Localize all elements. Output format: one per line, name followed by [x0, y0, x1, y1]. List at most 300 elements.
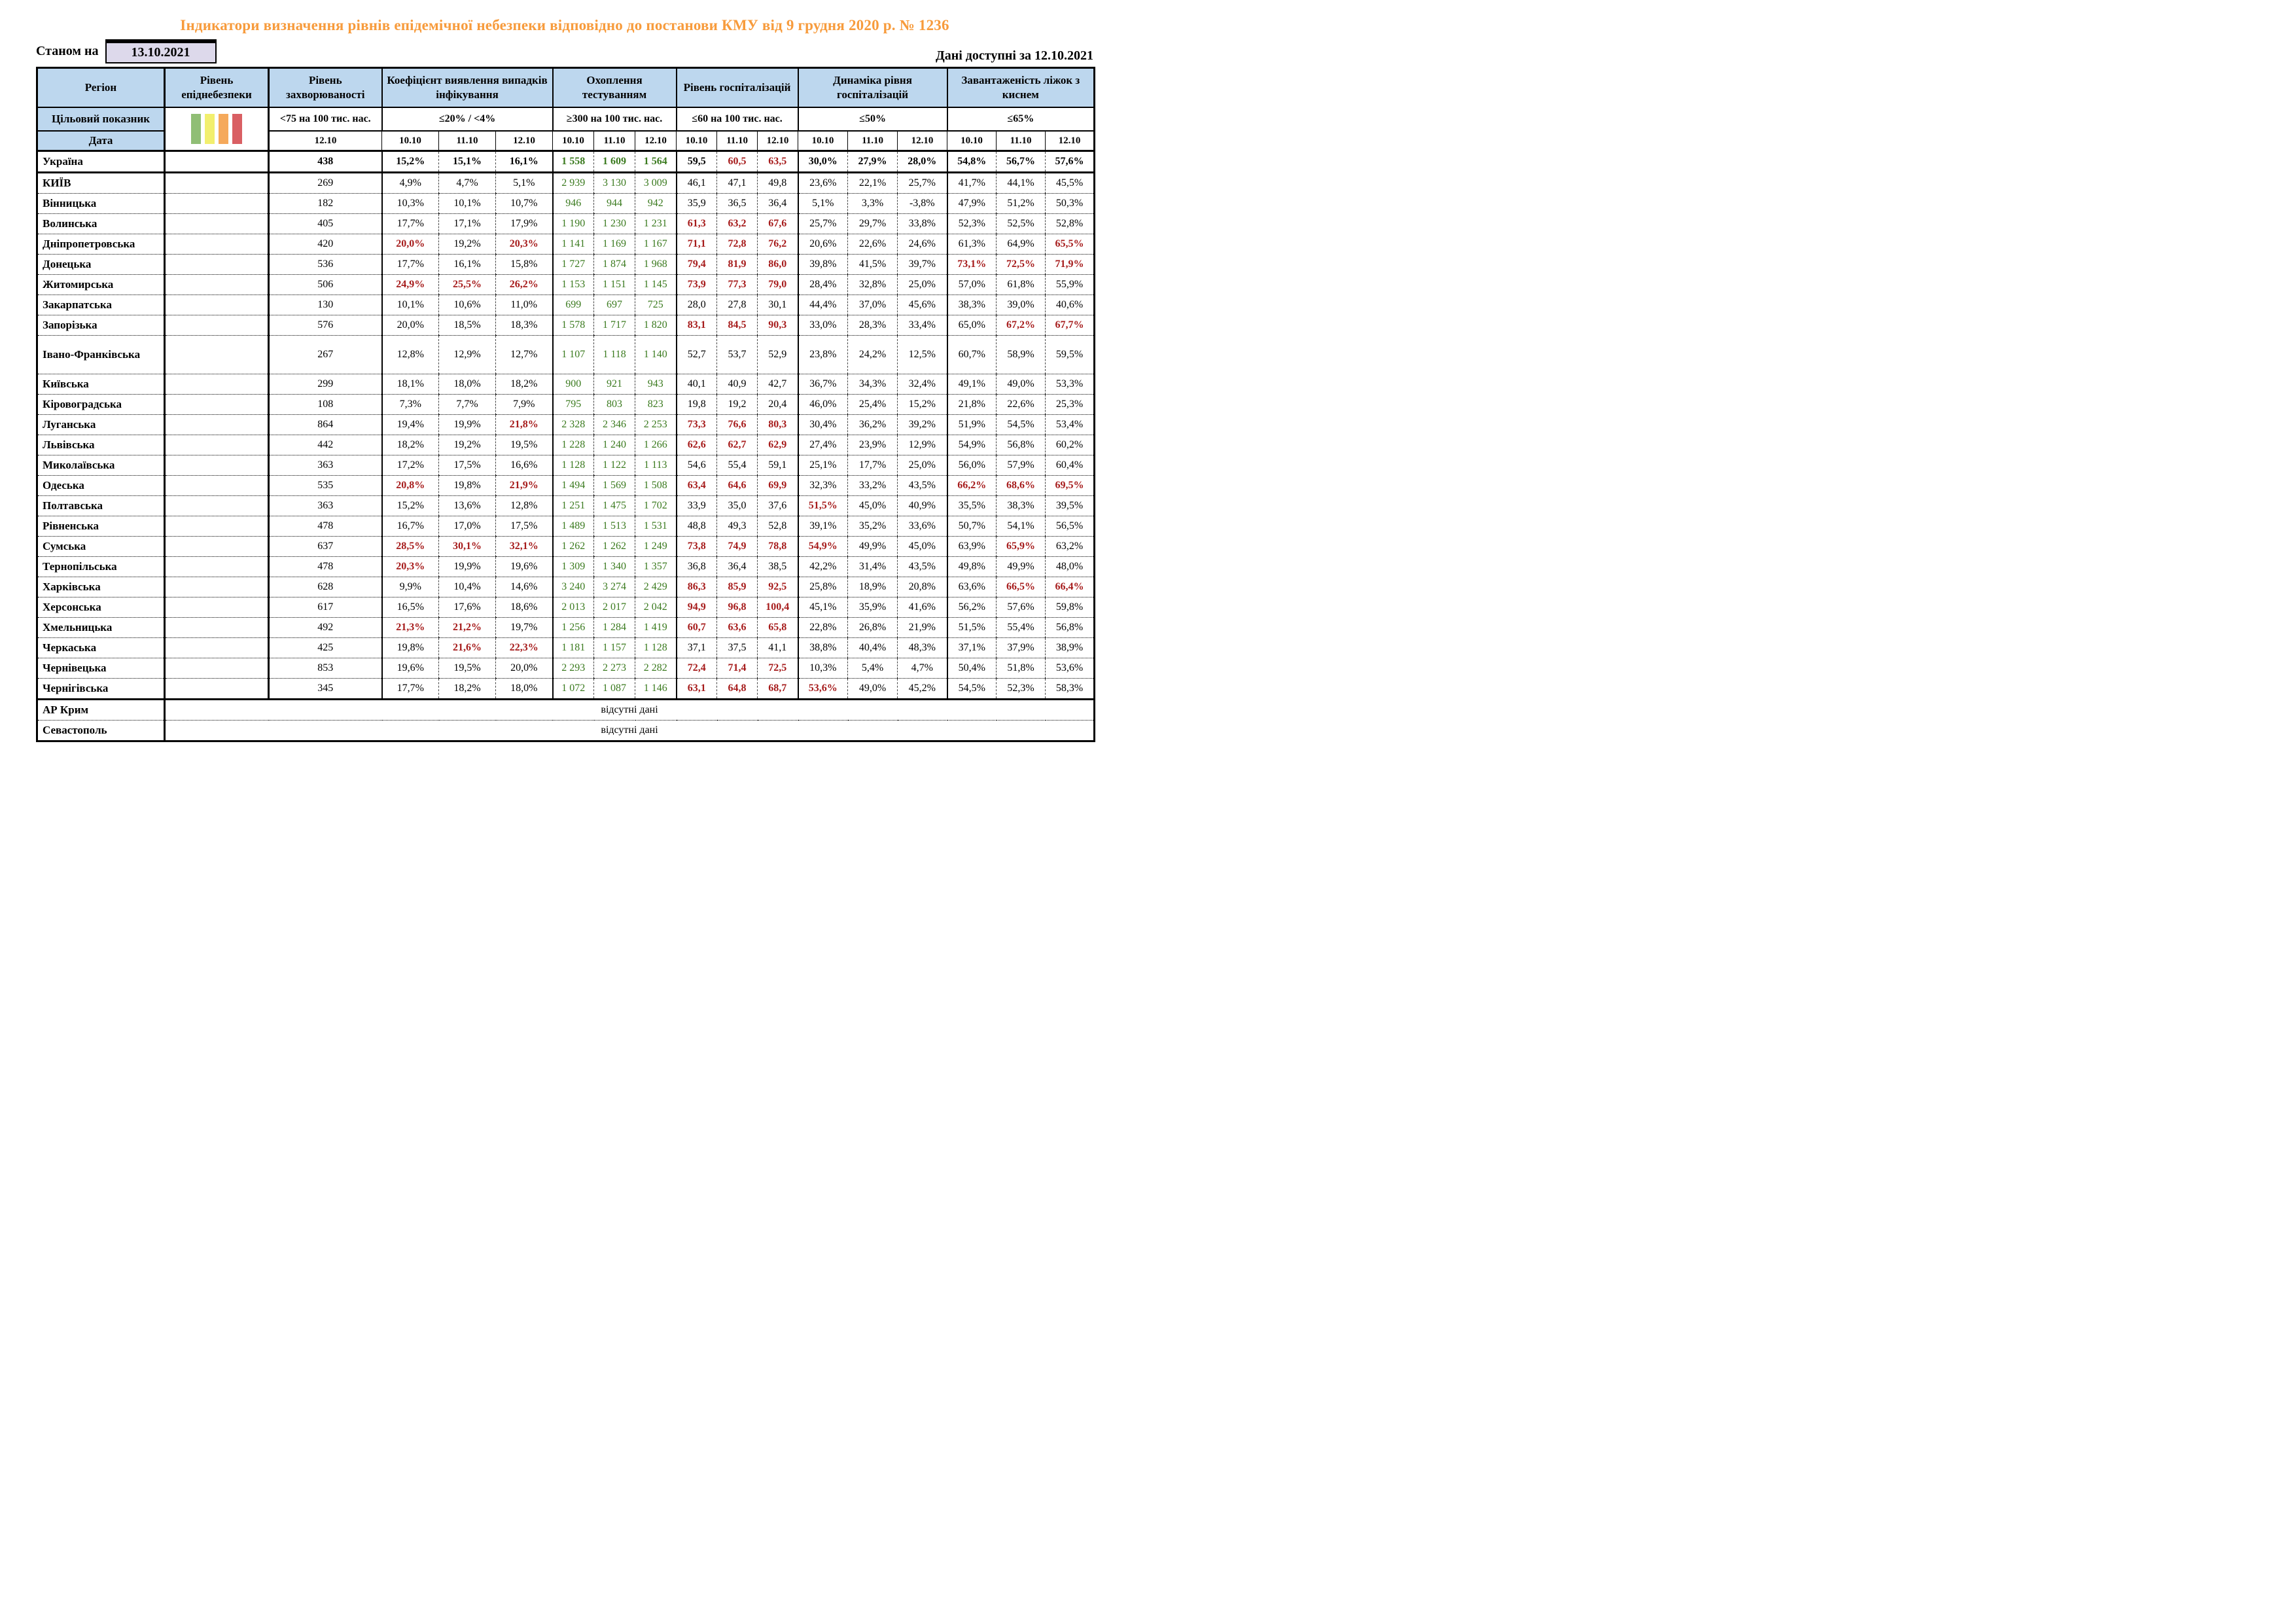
col-header-hospitalization: Рівень госпіталізацій	[677, 68, 798, 108]
dynamics-value: 5,4%	[848, 658, 898, 679]
dynamics-value: 35,9%	[848, 597, 898, 618]
testing-value: 1 087	[594, 679, 635, 700]
dynamics-value: 39,7%	[898, 255, 947, 275]
danger-level-swatch	[205, 114, 215, 144]
hosp-value: 27,8	[717, 295, 758, 315]
detection-value: 18,3%	[496, 315, 553, 336]
beds-value: 67,7%	[1046, 315, 1095, 336]
dynamics-value: 12,9%	[898, 435, 947, 455]
dynamics-value: 28,3%	[848, 315, 898, 336]
table-row	[37, 658, 1095, 679]
dynamics-value: 22,1%	[848, 173, 898, 194]
hosp-value: 86,0	[758, 255, 798, 275]
morbidity-value: 438	[269, 151, 382, 173]
morbidity-value: 478	[269, 557, 382, 577]
morbidity-value: 267	[269, 336, 382, 374]
danger-level-cell	[165, 679, 269, 700]
morbidity-value: 506	[269, 275, 382, 295]
beds-value: 22,6%	[997, 395, 1046, 415]
table-row	[37, 275, 1095, 295]
detection-value: 13,6%	[439, 496, 496, 516]
testing-value: 2 042	[635, 597, 677, 618]
testing-value: 1 128	[635, 638, 677, 658]
beds-value: 65,5%	[1046, 234, 1095, 255]
hosp-value: 53,7	[717, 336, 758, 374]
morbidity-value: 425	[269, 638, 382, 658]
dynamics-value: 45,0%	[898, 537, 947, 557]
region-name: Миколаївська	[37, 455, 165, 476]
detection-value: 20,8%	[382, 476, 439, 496]
hosp-value: 33,9	[677, 496, 717, 516]
morbidity-value: 269	[269, 173, 382, 194]
testing-value: 1 494	[553, 476, 594, 496]
testing-value: 2 939	[553, 173, 594, 194]
dynamics-value: 30,0%	[798, 151, 848, 173]
date-cell: 11.10	[717, 131, 758, 151]
danger-legend-cell	[165, 107, 269, 151]
dynamics-value: 39,1%	[798, 516, 848, 537]
testing-value: 1 231	[635, 214, 677, 234]
detection-value: 18,2%	[496, 374, 553, 395]
as-of-group	[36, 39, 217, 63]
hosp-value: 59,5	[677, 151, 717, 173]
dynamics-value: 36,7%	[798, 374, 848, 395]
dynamics-value: 5,1%	[798, 194, 848, 214]
table-row	[37, 455, 1095, 476]
dynamics-value: 15,2%	[898, 395, 947, 415]
danger-level-cell	[165, 496, 269, 516]
testing-value: 1 266	[635, 435, 677, 455]
testing-value: 1 262	[594, 537, 635, 557]
data-available-date: 12.10.2021	[1034, 48, 1093, 63]
testing-value: 795	[553, 395, 594, 415]
table-row	[37, 173, 1095, 194]
hosp-value: 63,2	[717, 214, 758, 234]
beds-value: 41,7%	[947, 173, 997, 194]
beds-value: 38,3%	[997, 496, 1046, 516]
detection-value: 14,6%	[496, 577, 553, 597]
hosp-value: 67,6	[758, 214, 798, 234]
date-cell: 12.10	[269, 131, 382, 151]
dynamics-value: 40,9%	[898, 496, 947, 516]
morbidity-value: 492	[269, 618, 382, 638]
morbidity-value: 420	[269, 234, 382, 255]
testing-value: 1 508	[635, 476, 677, 496]
testing-value: 1 153	[553, 275, 594, 295]
testing-value: 1 578	[553, 315, 594, 336]
region-name: КИЇВ	[37, 173, 165, 194]
dynamics-value: 41,5%	[848, 255, 898, 275]
beds-value: 54,5%	[947, 679, 997, 700]
detection-value: 19,8%	[439, 476, 496, 496]
detection-value: 21,9%	[496, 476, 553, 496]
detection-value: 16,1%	[439, 255, 496, 275]
beds-value: 63,2%	[1046, 537, 1095, 557]
danger-level-cell	[165, 455, 269, 476]
morbidity-value: 628	[269, 577, 382, 597]
detection-value: 21,6%	[439, 638, 496, 658]
detection-value: 4,9%	[382, 173, 439, 194]
morbidity-value: 363	[269, 455, 382, 476]
morbidity-value: 617	[269, 597, 382, 618]
beds-value: 59,8%	[1046, 597, 1095, 618]
hosp-value: 81,9	[717, 255, 758, 275]
beds-value: 47,9%	[947, 194, 997, 214]
region-name: Львівська	[37, 435, 165, 455]
danger-level-cell	[165, 234, 269, 255]
beds-value: 54,8%	[947, 151, 997, 173]
header-row	[37, 68, 1095, 108]
table-row	[37, 618, 1095, 638]
hosp-value: 90,3	[758, 315, 798, 336]
region-name: Сумська	[37, 537, 165, 557]
testing-value: 1 251	[553, 496, 594, 516]
dynamics-value: 36,2%	[848, 415, 898, 435]
hosp-value: 30,1	[758, 295, 798, 315]
hosp-value: 60,7	[677, 618, 717, 638]
table-row	[37, 537, 1095, 557]
detection-value: 28,5%	[382, 537, 439, 557]
detection-value: 19,5%	[496, 435, 553, 455]
dynamics-value: -3,8%	[898, 194, 947, 214]
date-cell: 11.10	[997, 131, 1046, 151]
hosp-value: 52,9	[758, 336, 798, 374]
hosp-value: 19,2	[717, 395, 758, 415]
testing-value: 1 146	[635, 679, 677, 700]
danger-level-cell	[165, 194, 269, 214]
table-row	[37, 151, 1095, 173]
dynamics-value: 37,0%	[848, 295, 898, 315]
hosp-value: 62,7	[717, 435, 758, 455]
testing-value: 1 157	[594, 638, 635, 658]
hosp-value: 63,6	[717, 618, 758, 638]
region-name: Севастополь	[37, 721, 165, 741]
dynamics-value: 20,8%	[898, 577, 947, 597]
morbidity-value: 535	[269, 476, 382, 496]
testing-value: 1 113	[635, 455, 677, 476]
beds-value: 57,6%	[997, 597, 1046, 618]
testing-value: 1 820	[635, 315, 677, 336]
hosp-value: 62,6	[677, 435, 717, 455]
dynamics-value: 48,3%	[898, 638, 947, 658]
testing-value: 1 072	[553, 679, 594, 700]
beds-value: 49,8%	[947, 557, 997, 577]
hosp-value: 36,5	[717, 194, 758, 214]
beds-value: 56,5%	[1046, 516, 1095, 537]
beds-value: 53,3%	[1046, 374, 1095, 395]
dynamics-value: 45,6%	[898, 295, 947, 315]
hosp-value: 36,8	[677, 557, 717, 577]
beds-value: 61,3%	[947, 234, 997, 255]
detection-value: 10,7%	[496, 194, 553, 214]
top-bar	[36, 39, 1093, 63]
dynamics-value: 28,4%	[798, 275, 848, 295]
dynamics-value: 27,4%	[798, 435, 848, 455]
beds-value: 52,5%	[997, 214, 1046, 234]
beds-value: 55,4%	[997, 618, 1046, 638]
testing-value: 1 140	[635, 336, 677, 374]
detection-value: 17,7%	[382, 255, 439, 275]
region-name: Луганська	[37, 415, 165, 435]
detection-value: 19,5%	[439, 658, 496, 679]
testing-value: 2 346	[594, 415, 635, 435]
testing-value: 1 968	[635, 255, 677, 275]
beds-value: 64,9%	[997, 234, 1046, 255]
dynamics-value: 33,8%	[898, 214, 947, 234]
dynamics-value: 24,6%	[898, 234, 947, 255]
detection-value: 9,9%	[382, 577, 439, 597]
beds-value: 56,8%	[1046, 618, 1095, 638]
testing-value: 1 122	[594, 455, 635, 476]
testing-value: 946	[553, 194, 594, 214]
dynamics-value: 20,6%	[798, 234, 848, 255]
hosp-value: 96,8	[717, 597, 758, 618]
beds-value: 54,9%	[947, 435, 997, 455]
hosp-value: 76,2	[758, 234, 798, 255]
beds-value: 73,1%	[947, 255, 997, 275]
hosp-value: 20,4	[758, 395, 798, 415]
detection-value: 19,4%	[382, 415, 439, 435]
dynamics-value: 28,0%	[898, 151, 947, 173]
hosp-value: 72,5	[758, 658, 798, 679]
beds-value: 52,3%	[997, 679, 1046, 700]
beds-value: 53,6%	[1046, 658, 1095, 679]
beds-value: 50,3%	[1046, 194, 1095, 214]
dynamics-value: 43,5%	[898, 476, 947, 496]
dynamics-value: 42,2%	[798, 557, 848, 577]
morbidity-value: 130	[269, 295, 382, 315]
hosp-value: 71,4	[717, 658, 758, 679]
testing-value: 699	[553, 295, 594, 315]
danger-level-cell	[165, 214, 269, 234]
testing-value: 1 609	[594, 151, 635, 173]
beds-value: 60,7%	[947, 336, 997, 374]
dynamics-value: 25,1%	[798, 455, 848, 476]
hosp-value: 72,8	[717, 234, 758, 255]
testing-value: 1 230	[594, 214, 635, 234]
testing-value: 1 128	[553, 455, 594, 476]
data-available-label: Дані доступні за	[935, 48, 1034, 63]
col-header-region: Регіон	[37, 68, 165, 108]
detection-value: 17,2%	[382, 455, 439, 476]
detection-value: 18,0%	[439, 374, 496, 395]
morbidity-value: 637	[269, 537, 382, 557]
morbidity-value: 299	[269, 374, 382, 395]
region-name: АР Крим	[37, 700, 165, 721]
beds-value: 55,9%	[1046, 275, 1095, 295]
testing-value: 2 253	[635, 415, 677, 435]
hosp-value: 69,9	[758, 476, 798, 496]
danger-level-cell	[165, 374, 269, 395]
hosp-value: 63,4	[677, 476, 717, 496]
danger-level-swatch	[219, 114, 228, 144]
testing-value: 2 328	[553, 415, 594, 435]
page-title: Індикатори визначення рівнів епідемічної небезпеки відповідно до постанови КМУ від 9 грудня 2020 р. № 1236	[180, 17, 949, 33]
dynamics-value: 25,0%	[898, 275, 947, 295]
testing-value: 1 249	[635, 537, 677, 557]
hosp-value: 47,1	[717, 173, 758, 194]
hosp-value: 79,0	[758, 275, 798, 295]
beds-value: 51,8%	[997, 658, 1046, 679]
dynamics-value: 32,4%	[898, 374, 947, 395]
dynamics-value: 29,7%	[848, 214, 898, 234]
hosp-value: 48,8	[677, 516, 717, 537]
dynamics-value: 40,4%	[848, 638, 898, 658]
beds-value: 56,7%	[997, 151, 1046, 173]
danger-level-cell	[165, 415, 269, 435]
table-row	[37, 721, 1095, 741]
testing-value: 1 262	[553, 537, 594, 557]
as-of-date-box[interactable]: 13.10.2021	[105, 39, 217, 63]
danger-level-cell	[165, 557, 269, 577]
dynamics-value: 33,2%	[848, 476, 898, 496]
detection-value: 19,9%	[439, 557, 496, 577]
morbidity-value: 442	[269, 435, 382, 455]
detection-value: 32,1%	[496, 537, 553, 557]
testing-value: 2 429	[635, 577, 677, 597]
detection-value: 19,2%	[439, 234, 496, 255]
detection-value: 15,1%	[439, 151, 496, 173]
dynamics-value: 23,8%	[798, 336, 848, 374]
detection-value: 10,6%	[439, 295, 496, 315]
testing-value: 2 273	[594, 658, 635, 679]
dynamics-value: 35,2%	[848, 516, 898, 537]
table-row	[37, 597, 1095, 618]
danger-level-cell	[165, 577, 269, 597]
beds-value: 35,5%	[947, 496, 997, 516]
region-name: Донецька	[37, 255, 165, 275]
beds-value: 66,5%	[997, 577, 1046, 597]
dynamics-value: 45,2%	[898, 679, 947, 700]
testing-value: 1 513	[594, 516, 635, 537]
hosp-value: 35,0	[717, 496, 758, 516]
table-row	[37, 395, 1095, 415]
col-header-oxygen-beds: Завантаженість ліжок з киснем	[947, 68, 1095, 108]
beds-value: 72,5%	[997, 255, 1046, 275]
region-name: Житомирська	[37, 275, 165, 295]
testing-value: 1 419	[635, 618, 677, 638]
dynamics-value: 33,0%	[798, 315, 848, 336]
table-row	[37, 496, 1095, 516]
dynamics-value: 46,0%	[798, 395, 848, 415]
testing-value: 2 282	[635, 658, 677, 679]
dynamics-value: 54,9%	[798, 537, 848, 557]
region-name: Черкаська	[37, 638, 165, 658]
date-cell: 10.10	[382, 131, 439, 151]
region-name: Чернівецька	[37, 658, 165, 679]
danger-level-cell	[165, 638, 269, 658]
testing-value: 1 151	[594, 275, 635, 295]
detection-value: 20,0%	[382, 315, 439, 336]
testing-value: 1 340	[594, 557, 635, 577]
dynamics-value: 33,6%	[898, 516, 947, 537]
testing-value: 2 013	[553, 597, 594, 618]
detection-value: 19,7%	[496, 618, 553, 638]
table-row	[37, 255, 1095, 275]
testing-value: 1 118	[594, 336, 635, 374]
danger-level-cell	[165, 435, 269, 455]
hosp-value: 28,0	[677, 295, 717, 315]
hosp-value: 63,1	[677, 679, 717, 700]
dynamics-value: 25,8%	[798, 577, 848, 597]
no-data-cell: відсутні дані	[165, 721, 1095, 741]
danger-legend	[166, 114, 267, 144]
dynamics-value: 31,4%	[848, 557, 898, 577]
detection-value: 30,1%	[439, 537, 496, 557]
detection-value: 19,6%	[496, 557, 553, 577]
beds-value: 57,0%	[947, 275, 997, 295]
beds-value: 38,9%	[1046, 638, 1095, 658]
detection-value: 21,3%	[382, 618, 439, 638]
beds-value: 39,0%	[997, 295, 1046, 315]
hosp-value: 85,9	[717, 577, 758, 597]
beds-value: 59,5%	[1046, 336, 1095, 374]
testing-value: 2 293	[553, 658, 594, 679]
detection-value: 12,7%	[496, 336, 553, 374]
morbidity-value: 182	[269, 194, 382, 214]
beds-value: 50,4%	[947, 658, 997, 679]
table-row	[37, 435, 1095, 455]
hosp-value: 71,1	[677, 234, 717, 255]
dynamics-value: 3,3%	[848, 194, 898, 214]
dynamics-value: 38,8%	[798, 638, 848, 658]
detection-value: 20,3%	[382, 557, 439, 577]
hosp-value: 65,8	[758, 618, 798, 638]
region-name: Вінницька	[37, 194, 165, 214]
testing-value: 1 717	[594, 315, 635, 336]
table-row	[37, 476, 1095, 496]
beds-value: 65,0%	[947, 315, 997, 336]
testing-value: 3 240	[553, 577, 594, 597]
morbidity-value: 363	[269, 496, 382, 516]
beds-value: 37,1%	[947, 638, 997, 658]
dynamics-value: 22,8%	[798, 618, 848, 638]
testing-value: 3 130	[594, 173, 635, 194]
table-row	[37, 234, 1095, 255]
beds-value: 40,6%	[1046, 295, 1095, 315]
danger-level-cell	[165, 255, 269, 275]
beds-value: 49,0%	[997, 374, 1046, 395]
beds-value: 57,6%	[1046, 151, 1095, 173]
dynamics-value: 39,8%	[798, 255, 848, 275]
dynamics-value: 26,8%	[848, 618, 898, 638]
dynamics-value: 51,5%	[798, 496, 848, 516]
hosp-value: 77,3	[717, 275, 758, 295]
testing-value: 1 874	[594, 255, 635, 275]
detection-value: 18,5%	[439, 315, 496, 336]
as-of-label: Станом на	[36, 44, 99, 58]
beds-value: 63,6%	[947, 577, 997, 597]
beds-value: 71,9%	[1046, 255, 1095, 275]
dynamics-value: 34,3%	[848, 374, 898, 395]
hosp-value: 37,6	[758, 496, 798, 516]
detection-value: 16,7%	[382, 516, 439, 537]
testing-value: 1 558	[553, 151, 594, 173]
hosp-value: 52,7	[677, 336, 717, 374]
beds-value: 25,3%	[1046, 395, 1095, 415]
detection-value: 26,2%	[496, 275, 553, 295]
beds-value: 38,3%	[947, 295, 997, 315]
dynamics-value: 32,8%	[848, 275, 898, 295]
hosp-value: 83,1	[677, 315, 717, 336]
testing-value: 2 017	[594, 597, 635, 618]
beds-value: 49,1%	[947, 374, 997, 395]
dynamics-value: 25,7%	[798, 214, 848, 234]
danger-level-cell	[165, 597, 269, 618]
date-cell: 10.10	[677, 131, 717, 151]
date-cell: 10.10	[553, 131, 594, 151]
hosp-value: 54,6	[677, 455, 717, 476]
